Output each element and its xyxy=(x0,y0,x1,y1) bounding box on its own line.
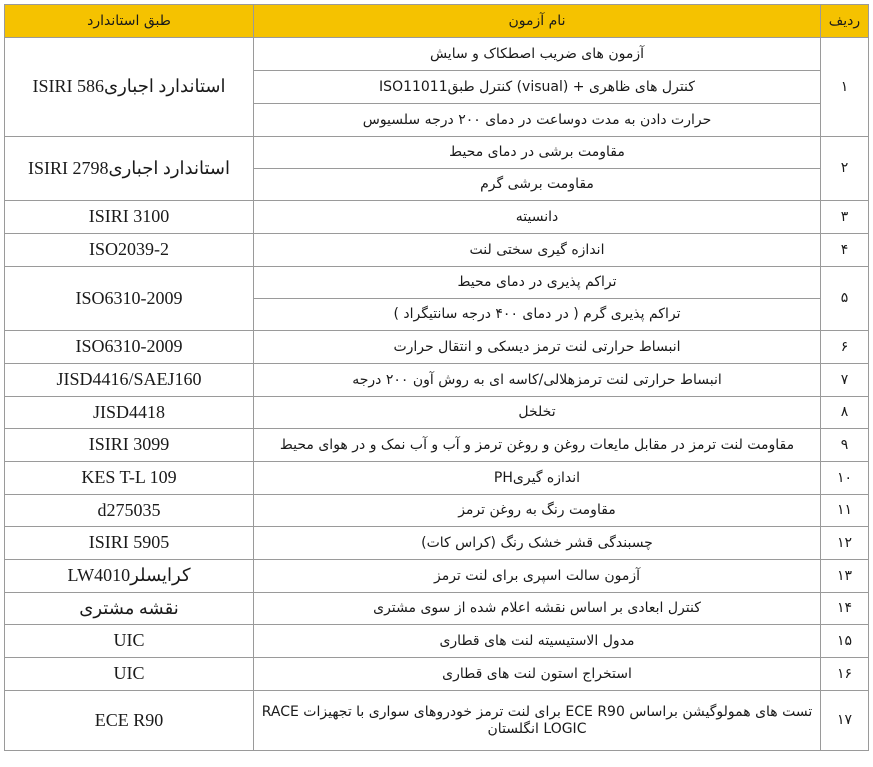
standard: ISIRI 3099 xyxy=(5,429,254,462)
row-number: ۱ xyxy=(821,38,869,137)
test-name: کنترل ابعادی بر اساس نقشه اعلام شده از سوی مشتری xyxy=(254,593,821,625)
test-name: دانسیته xyxy=(254,201,821,234)
test-name: چسبندگی قشر خشک رنگ (کراس کات) xyxy=(254,527,821,560)
standard: UIC xyxy=(5,625,254,658)
table-row xyxy=(5,625,869,658)
standard: کرایسلرLW4010 xyxy=(5,560,254,593)
header-standard: طبق استاندارد xyxy=(5,5,254,38)
test-name: اندازه گیری سختی لنت xyxy=(254,234,821,267)
row-number: ۱۶ xyxy=(821,658,869,691)
test-name: آزمون سالت اسپری برای لنت ترمز xyxy=(254,560,821,593)
row-number: ۴ xyxy=(821,234,869,267)
standard: JISD4416/SAEJ160 xyxy=(5,364,254,397)
test-standards-table xyxy=(4,4,869,751)
row-number: ۷ xyxy=(821,364,869,397)
row-number: ۱۷ xyxy=(821,691,869,751)
test-name: مقاومت برشی در دمای محیط xyxy=(254,137,821,169)
standard: JISD4418 xyxy=(5,397,254,429)
row-number: ۸ xyxy=(821,397,869,429)
test-name: انبساط حرارتی لنت ترمز دیسکی و انتقال حرارت xyxy=(254,331,821,364)
table-row xyxy=(5,429,869,462)
test-name: مقاومت لنت ترمز در مقابل مایعات روغن و روغن ترمز و آب و آب نمک و در هوای محیط xyxy=(254,429,821,462)
standard: KES T-L 109 xyxy=(5,462,254,495)
table-row xyxy=(5,593,869,625)
row-number: ۲ xyxy=(821,137,869,201)
table-row xyxy=(5,137,869,169)
table-row xyxy=(5,527,869,560)
table-row xyxy=(5,234,869,267)
table-row xyxy=(5,38,869,71)
test-name: استخراج استون لنت های قطاری xyxy=(254,658,821,691)
test-name: مدول الاستیسیته لنت های قطاری xyxy=(254,625,821,658)
table-row xyxy=(5,364,869,397)
row-number: ۶ xyxy=(821,331,869,364)
standard: UIC xyxy=(5,658,254,691)
standard: ISO6310-2009 xyxy=(5,331,254,364)
standard: نقشه مشتری xyxy=(5,593,254,625)
header-row-number: ردیف xyxy=(821,5,869,38)
test-name: کنترل های ظاهری + (visual) کنترل طبقISO11011 xyxy=(254,71,821,104)
table-row xyxy=(5,495,869,527)
row-number: ۱۵ xyxy=(821,625,869,658)
row-number: ۱۳ xyxy=(821,560,869,593)
row-number: ۱۴ xyxy=(821,593,869,625)
header-row xyxy=(5,5,869,38)
table-row xyxy=(5,691,869,751)
header-test-name: نام آزمون xyxy=(254,5,821,38)
row-number: ۱۰ xyxy=(821,462,869,495)
table-row xyxy=(5,331,869,364)
test-name: مقاومت رنگ به روغن ترمز xyxy=(254,495,821,527)
table-row xyxy=(5,462,869,495)
row-number: ۳ xyxy=(821,201,869,234)
table-row xyxy=(5,560,869,593)
standard: ISO6310-2009 xyxy=(5,267,254,331)
standard: ISO2039-2 xyxy=(5,234,254,267)
table-row xyxy=(5,267,869,299)
test-name: حرارت دادن به مدت دوساعت در دمای ۲۰۰ درجه سلسیوس xyxy=(254,104,821,137)
test-name: تخلخل xyxy=(254,397,821,429)
test-name: تست های همولوگیشن براساس ECE R90 برای لنت ترمز خودروهای سواری با تجهیزات RACE LOGIC انگلستان xyxy=(254,691,821,751)
standard: d275035 xyxy=(5,495,254,527)
row-number: ۱۱ xyxy=(821,495,869,527)
test-name: انبساط حرارتی لنت ترمزهلالی/کاسه ای به روش آون ۲۰۰ درجه xyxy=(254,364,821,397)
test-name: تراکم پذیری در دمای محیط xyxy=(254,267,821,299)
table-row xyxy=(5,397,869,429)
standard: ISIRI 3100 xyxy=(5,201,254,234)
test-name: مقاومت برشی گرم xyxy=(254,169,821,201)
standard: استاندارد اجباریISIRI 586 xyxy=(5,38,254,137)
row-number: ۹ xyxy=(821,429,869,462)
standard: ISIRI 5905 xyxy=(5,527,254,560)
row-number: ۵ xyxy=(821,267,869,331)
test-name: اندازه گیریPH xyxy=(254,462,821,495)
standard: ECE R90 xyxy=(5,691,254,751)
table-row xyxy=(5,658,869,691)
standard: استاندارد اجباریISIRI 2798 xyxy=(5,137,254,201)
row-number: ۱۲ xyxy=(821,527,869,560)
table-row xyxy=(5,201,869,234)
test-name: آزمون های ضریب اصطکاک و سایش xyxy=(254,38,821,71)
test-name: تراکم پذیری گرم ( در دمای ۴۰۰ درجه سانتیگراد ) xyxy=(254,299,821,331)
